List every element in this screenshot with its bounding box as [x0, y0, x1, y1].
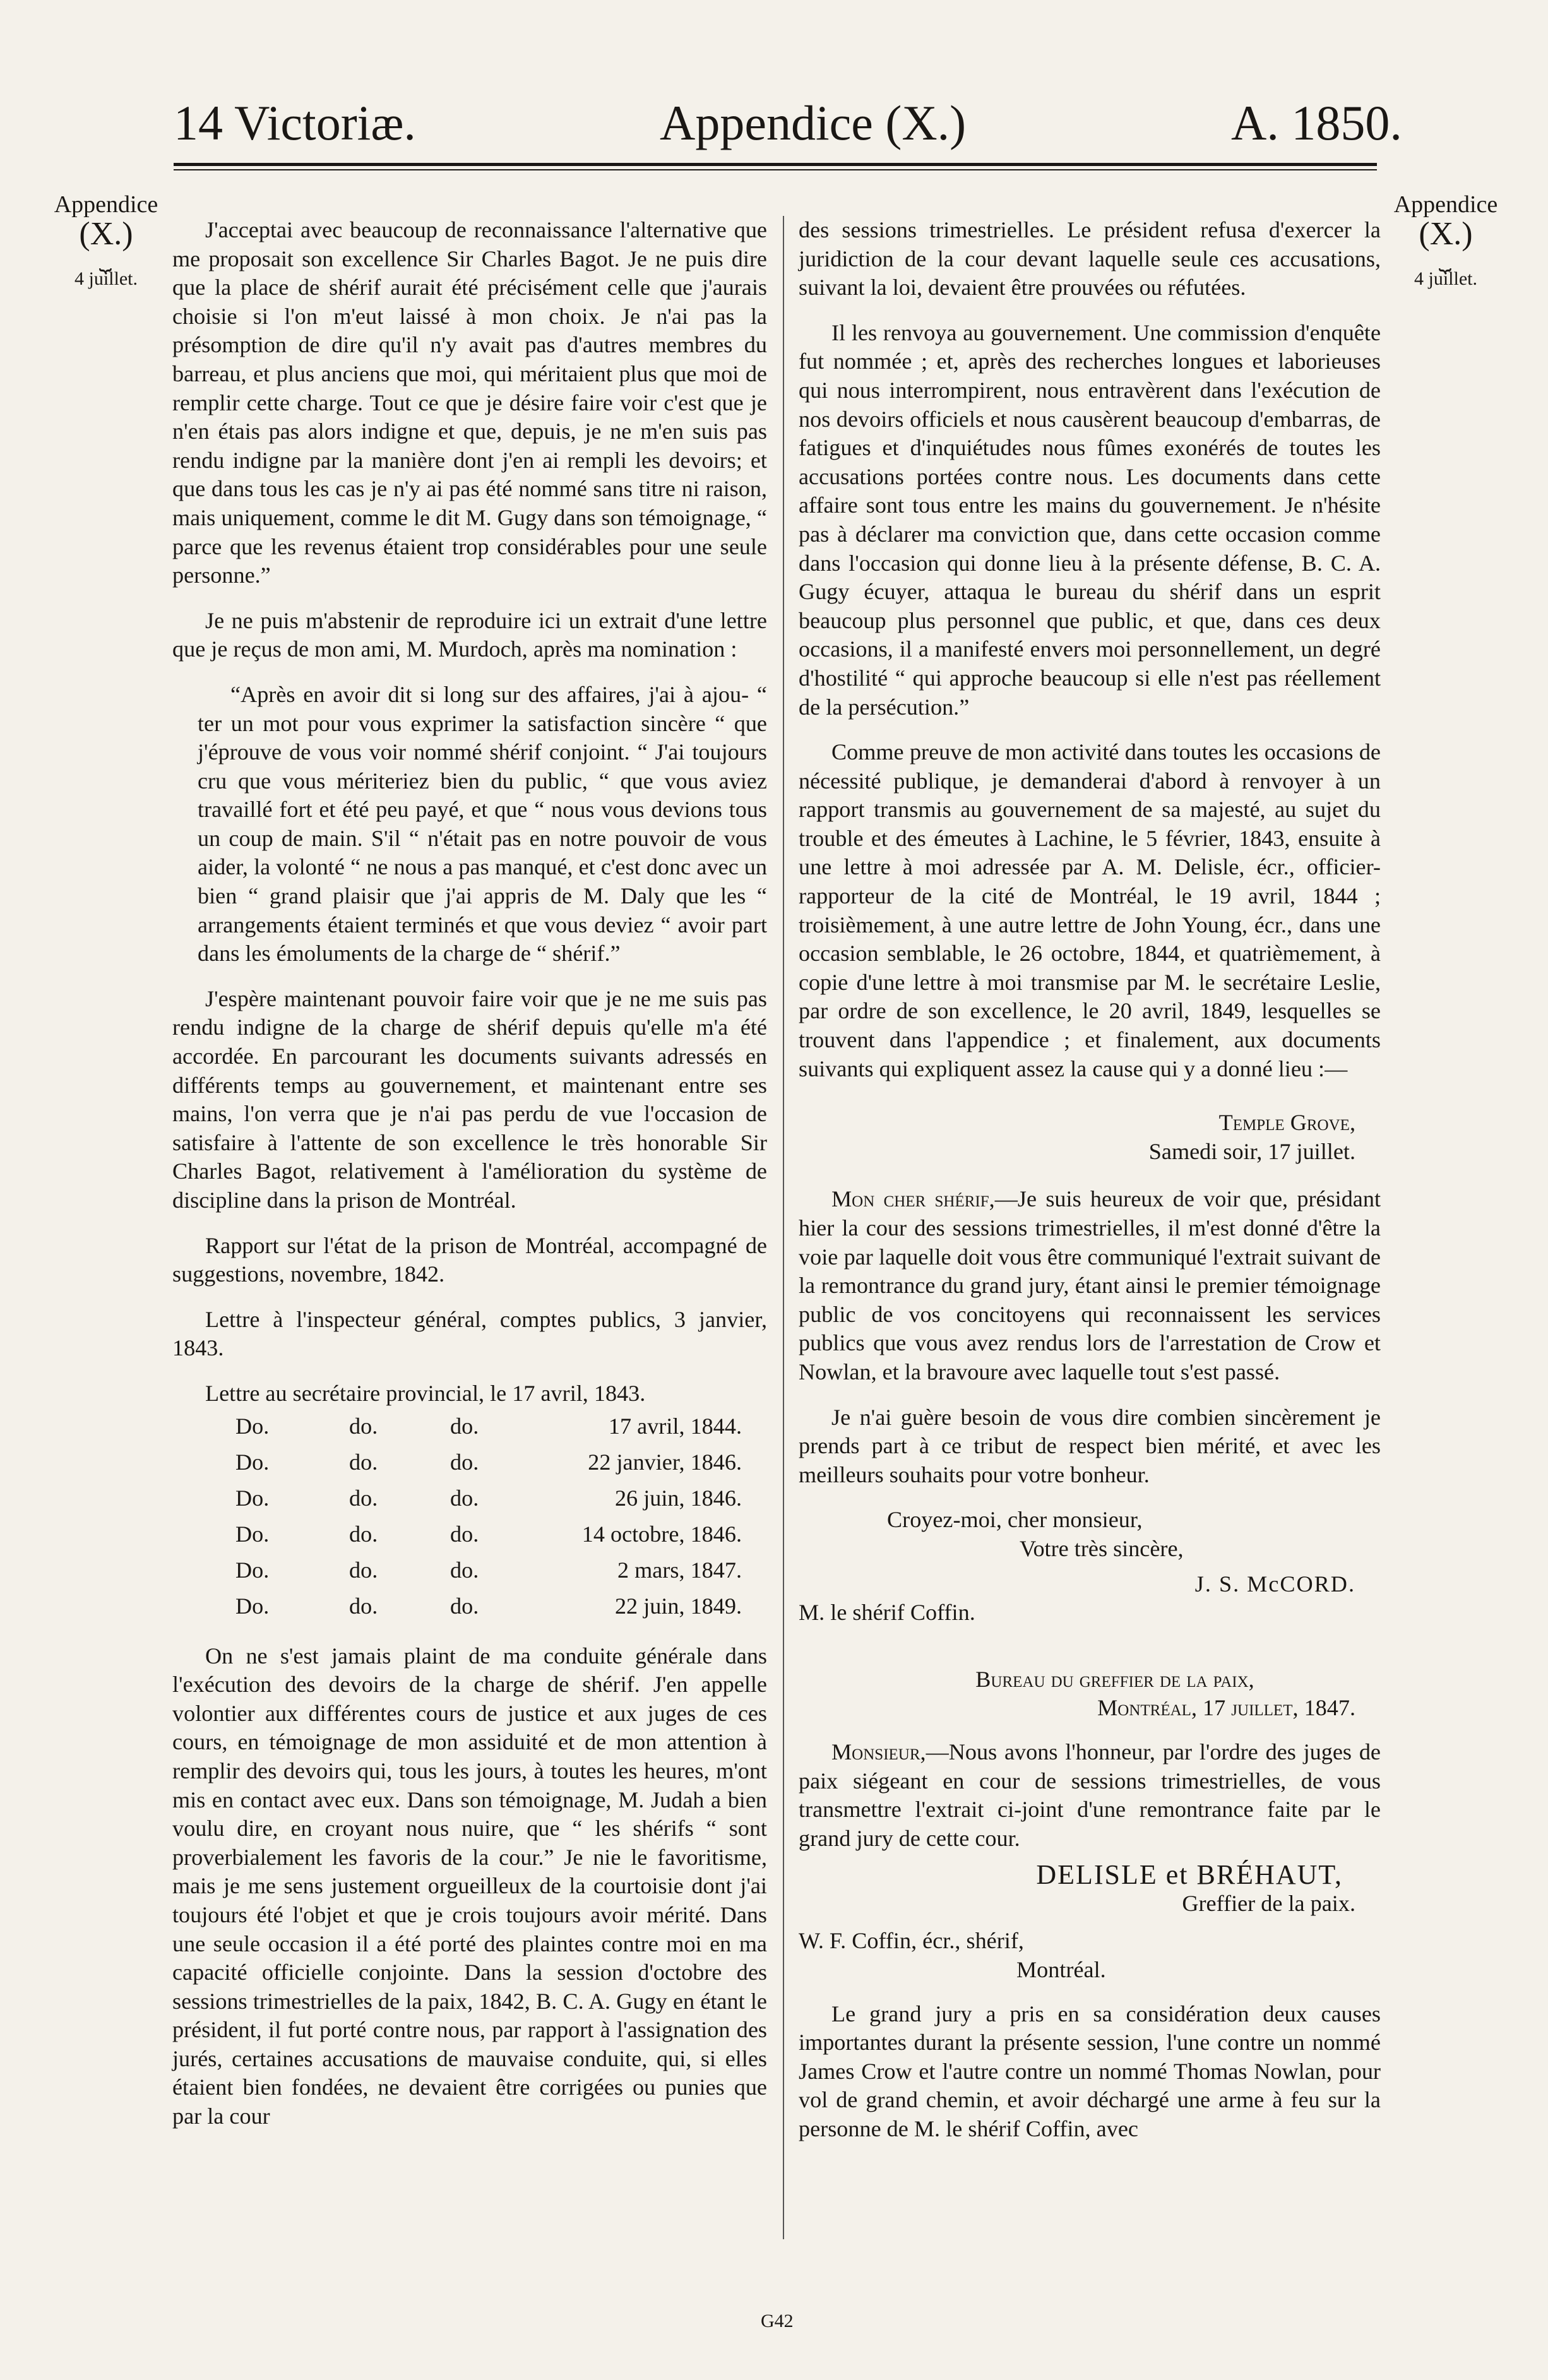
letter-text: —Nous avons l'honneur, par l'ordre des juges de paix siégeant en cour de sessions trimestrielles, de vous transmettre l'extrait ci-joint d'une remontrance faite par le grand jury de cette cour.: [799, 1739, 1381, 1851]
salutation: Monsieur,: [831, 1739, 926, 1764]
margin-appendix-label: Appendice: [1393, 191, 1498, 218]
signature: J. S. McCORD.: [1194, 1571, 1355, 1597]
letter-body: [799, 1185, 1381, 1386]
table-row: Do. do. do. 17 avril, 1844.: [235, 1413, 742, 1439]
salutation: Mon cher shérif,: [831, 1186, 995, 1212]
header-appendix: Appendice (X.): [660, 95, 967, 150]
header-session: 14 Victoriæ.: [174, 95, 416, 150]
paragraph: Lettre à l'inspecteur général, comptes publics, 3 janvier, 1843.: [172, 1306, 767, 1361]
paragraph: J'espère maintenant pouvoir faire voir que je ne me suis pas rendu indigne de la charge de shérif depuis qu'elle m'a été accordée. En parcourant les documents suivants adressés en différents temps au gouvernement, et maintenant entre ses mains, l'on verra que je n'ai pas perdu de vue l'occasion de satisfaire à l'attente de son excellence le très honorable Sir Charles Bagot, relativement à l'amélioration du système de discipline dans la prison de Montréal.: [172, 985, 767, 1213]
table-row: Do. do. do. 14 octobre, 1846.: [235, 1521, 742, 1547]
addressee: W. F. Coffin, écr., shérif,: [799, 1928, 1024, 1954]
signature-title: Greffier de la paix.: [1182, 1890, 1355, 1916]
letter-body: [799, 1738, 1381, 1853]
paragraph: Il les renvoya au gouvernement. Une commission d'enquête fut nommée ; et, après des recherches longues et laborieuses qui nous interrompirent, nous entravèrent dans l'exécution de nos devoirs officiels et nous causèrent beaucoup d'embarras, de fatigues et d'inquiétudes nous fûmes exonérés de toutes les accusations portées contre nous. Les documents dans cette affaire sont tous entre les mains du gouvernement. Je n'hésite pas à déclarer ma conviction que, dans cette occasion comme dans l'occasion qui donne lieu à la présente défense, B. C. A. Gugy écuyer, attaqua le bureau du shérif dans un esprit beaucoup plus personnel que public, et que, dans ces deux occasions, il a manifesté envers moi personnellement, un degré d'hostilité “ qui approche beaucoup si elle n'est pas réellement de la persécution.”: [799, 319, 1381, 720]
closing-line: Votre très sincère,: [1020, 1535, 1184, 1561]
table-row: Do. do. do. 22 janvier, 1846.: [235, 1449, 742, 1475]
left-column: [172, 216, 767, 2148]
paragraph: des sessions trimestrielles. Le président refusa d'exercer la juridiction de la cour devant laquelle seule ces accusations, suivant la loi, devaient être prouvées ou réfutées.: [799, 217, 1381, 300]
margin-appendix-letter: (X.): [1419, 216, 1473, 252]
column-divider: [783, 216, 784, 2239]
addressee: M. le shérif Coffin.: [799, 1600, 975, 1626]
header-rule-thin: [174, 169, 1377, 170]
table-row: Do. do. do. 2 mars, 1847.: [235, 1557, 742, 1583]
paragraph: Lettre au secrétaire provincial, le 17 avril, 1843.: [205, 1380, 646, 1406]
paragraph: Le grand jury a pris en sa considération deux causes importantes durant la présente session, l'une contre un nommé James Crow et l'autre contre un nommé Thomas Nowlan, pour vol de grand chemin, et avoir déchargé une arme à feu sur la personne de M. le shérif Coffin, avec: [799, 2001, 1381, 2142]
signature: DELISLE et BRÉHAUT,: [1036, 1859, 1343, 1891]
margin-appendix-letter: (X.): [79, 216, 133, 252]
margin-date: 4 juillet.: [74, 268, 138, 289]
header-year: A. 1850.: [1231, 95, 1402, 150]
paragraph: J'acceptai avec beaucoup de reconnaissance l'alternative que me proposait son excellence Sir Charles Bagot. Je ne puis dire que la place de shérif aurait été précisément celle que j'aurais choisie si l'on m'eut laissé à mon choix. Je n'ai pas la présomption de dire qu'il n'y avait pas d'autres membres du barreau, et plus anciens que moi, qui méritaient plus que moi de remplir cette charge. Tout ce que je désire faire voir c'est que je n'en étais pas alors indigne et que, depuis, je ne m'en suis pas rendu indigne par la manière dont j'en ai rempli les devoirs; et que dans tous les cas je n'y ai pas été nommé sans titre ni raison, mais uniquement, comme le dit M. Gugy dans son témoignage, “ parce que les revenus étaient trop considérables pour une seule personne.”: [172, 217, 767, 588]
signature-mark: G42: [761, 2311, 794, 2331]
letter-text: —Je suis heureux de voir que, présidant hier la cour des sessions trimestrielles, il m'est donné d'être la voie par laquelle doit vous être communiqué l'extrait suivant de la remontrance du grand jury, étant ainsi le premier témoignage public de vos concitoyens qui reconnaissent les services publics que vous avez rendus lors de l'arrestation de Crow et Nowlan, et la bravoure avec laquelle tout s'est passé.: [799, 1186, 1381, 1384]
margin-appendix-label: Appendice: [54, 191, 158, 218]
letter-date: Samedi soir, 17 juillet.: [1148, 1138, 1355, 1164]
bureau-heading: Bureau du greffier de la paix,: [975, 1666, 1254, 1692]
margin-brace-icon: ⏟: [1438, 248, 1453, 271]
margin-note-left: [43, 193, 169, 289]
header-rule: [174, 163, 1377, 166]
bureau-date: Montréal, 17 juillet, 1847.: [1097, 1695, 1355, 1721]
closing-line: Croyez-moi, cher monsieur,: [887, 1507, 1143, 1533]
margin-brace-icon: ⏟: [98, 248, 114, 271]
right-column: [799, 216, 1381, 2160]
paragraph: Je n'ai guère besoin de vous dire combien sincèrement je prends part à ce tribut de respect bien mérité, et avec les meilleurs souhaits pour votre bonheur.: [799, 1404, 1381, 1487]
letters-table: [172, 1412, 767, 1628]
margin-note-right: [1383, 193, 1509, 289]
table-row: Do. do. do. 26 juin, 1846.: [235, 1485, 742, 1511]
paragraph: Comme preuve de mon activité dans toutes les occasions de nécessité publique, je demanderai d'abord à renvoyer à un rapport transmis au gouvernement de sa majesté, au sujet du trouble et des émeutes à Lachine, le 5 février, 1843, ensuite à une lettre à moi adressée par A. M. Delisle, écr., officier-rapporteur de la cité de Montréal, le 19 avril, 1844 ; troisièmement, à une autre lettre de John Young, écr., dans une occasion semblable, le 26 octobre, 1844, et quatrièmement, à copie d'une lettre à moi transmise par M. le secrétaire Leslie, par ordre de son excellence, le 20 avril, 1849, lesquelles se trouvent dans l'appendice ; et finalement, aux documents suivants qui expliquent assez la cause qui y a donné lieu :—: [799, 739, 1381, 1081]
addressee: Montréal.: [1016, 1957, 1106, 1983]
paragraph: Rapport sur l'état de la prison de Montréal, accompagné de suggestions, novembre, 1842.: [172, 1232, 767, 1287]
letter-quote: “Après en avoir dit si long sur des affaires, j'ai à ajou- “ ter un mot pour vous exprimer la satisfaction sincère “ que j'éprouve de vous voir nommé shérif conjoint. “ J'ai toujours cru que vous mériteriez bien du public, “ que vous aviez travaillé fort et été peu payé, et que “ nous vous devions tous un coup de main. S'il “ n'était pas en notre pouvoir de vous aider, la volonté “ ne nous a pas manqué, et c'est donc avec un bien “ grand plaisir que j'ai appris de M. Daly que les “ arrangements étaient terminés et que vous deviez “ avoir part dans les émoluments de la charge de “ shérif.”: [198, 681, 767, 967]
letter-place-name: Temple Grove,: [1218, 1110, 1355, 1136]
letter-place: [799, 1109, 1355, 1138]
paragraph: Je ne puis m'abstenir de reproduire ici un extrait d'une lettre que je reçus de mon ami, M. Murdoch, après ma nomination :: [172, 607, 767, 662]
paragraph: On ne s'est jamais plaint de ma conduite générale dans l'exécution des devoirs de la charge de shérif. J'en appelle volontier aux différentes cours de justice et aux juges de ces cours, en témoignage de mon assiduité et de mon attention à remplir des devoirs qui, tous les jours, à toutes les heures, m'ont mis en contact avec eux. Dans son témoignage, M. Judah a bien voulu dire, en croyant nous nuire, que “ les shérifs “ sont proverbialement les favoris de la cour.” Je nie le favoritisme, mais je me sens justement orgueilleux de la courtoisie dont j'ai toujours été l'objet et que je crois toujours avoir mérité. Dans une seule occasion il a été porté des plaintes contre moi en ma capacité officielle conjointe. Dans la session d'octobre des sessions trimestrielles de la paix, 1842, B. C. A. Gugy en étant le président, il fut porté contre nous, par rapport à l'assignation des jurés, certaines accusations de mauvaise conduite, qui, si elles étaient bien fondées, ne devaient être corrigées ou punies que par la cour: [172, 1643, 767, 2129]
table-row: Do. do. do. 22 juin, 1849.: [235, 1593, 742, 1619]
margin-date: 4 juillet.: [1414, 268, 1477, 289]
